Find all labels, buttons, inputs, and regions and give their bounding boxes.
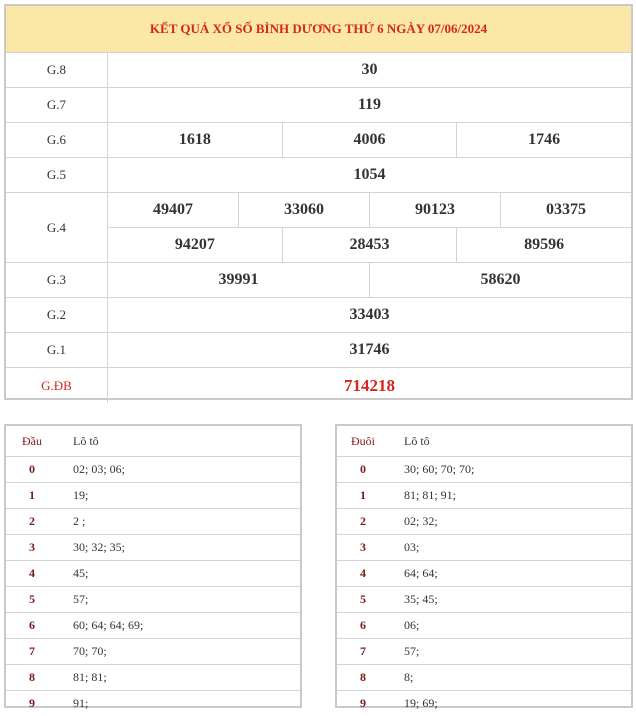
duoi-table bbox=[335, 424, 633, 708]
dau-digit: 3 bbox=[6, 535, 58, 561]
dau-row bbox=[6, 639, 300, 665]
dau-col1-header: Đầu bbox=[6, 426, 58, 457]
dau-numbers: 81; 81; bbox=[58, 665, 300, 691]
dau-row bbox=[6, 587, 300, 613]
dau-digit: 6 bbox=[6, 613, 58, 639]
duoi-numbers: 35; 45; bbox=[389, 587, 631, 613]
prize-row bbox=[6, 88, 631, 123]
prize-label: G.2 bbox=[6, 298, 108, 332]
dau-row bbox=[6, 613, 300, 639]
prize-label: G.4 bbox=[6, 193, 108, 262]
prize-number: 94207 bbox=[108, 228, 282, 262]
duoi-digit: 9 bbox=[337, 691, 389, 716]
prize-number: 39991 bbox=[108, 263, 369, 297]
prize-number: 33403 bbox=[108, 298, 631, 332]
dau-row bbox=[6, 691, 300, 716]
prize-row bbox=[6, 368, 631, 403]
duoi-row bbox=[337, 639, 631, 665]
prize-number-line bbox=[108, 298, 631, 332]
prize-number-line bbox=[108, 123, 631, 157]
results-title: KẾT QUẢ XỔ SỐ BÌNH DƯƠNG THỨ 6 NGÀY 07/06/2024 bbox=[6, 6, 631, 53]
duoi-row bbox=[337, 691, 631, 716]
prize-label: G.3 bbox=[6, 263, 108, 297]
duoi-digit: 1 bbox=[337, 483, 389, 509]
duoi-digit: 2 bbox=[337, 509, 389, 535]
prize-number-line bbox=[108, 227, 631, 262]
prize-number: 28453 bbox=[282, 228, 457, 262]
dau-digit: 9 bbox=[6, 691, 58, 716]
prize-numbers bbox=[108, 88, 631, 122]
dau-numbers: 2 ; bbox=[58, 509, 300, 535]
prize-row bbox=[6, 193, 631, 263]
dau-body bbox=[6, 457, 300, 716]
duoi-numbers: 03; bbox=[389, 535, 631, 561]
duoi-numbers: 02; 32; bbox=[389, 509, 631, 535]
prize-row bbox=[6, 298, 631, 333]
dau-row bbox=[6, 535, 300, 561]
prize-number-line bbox=[108, 53, 631, 87]
prize-number: 1746 bbox=[456, 123, 631, 157]
prize-number: 89596 bbox=[456, 228, 631, 262]
duoi-digit: 8 bbox=[337, 665, 389, 691]
prize-number-line bbox=[108, 368, 631, 403]
prize-number: 1618 bbox=[108, 123, 282, 157]
duoi-digit: 7 bbox=[337, 639, 389, 665]
prize-numbers bbox=[108, 263, 631, 297]
prize-number: 90123 bbox=[369, 193, 500, 227]
dau-digit: 4 bbox=[6, 561, 58, 587]
duoi-row bbox=[337, 483, 631, 509]
prize-label: G.8 bbox=[6, 53, 108, 87]
prize-number: 33060 bbox=[238, 193, 369, 227]
duoi-digit: 4 bbox=[337, 561, 389, 587]
prize-numbers bbox=[108, 333, 631, 367]
duoi-row bbox=[337, 561, 631, 587]
dau-digit: 1 bbox=[6, 483, 58, 509]
duoi-row bbox=[337, 535, 631, 561]
duoi-numbers: 30; 60; 70; 70; bbox=[389, 457, 631, 483]
dau-row bbox=[6, 457, 300, 483]
dau-row bbox=[6, 483, 300, 509]
duoi-digit: 3 bbox=[337, 535, 389, 561]
prize-label: G.ĐB bbox=[6, 368, 108, 403]
duoi-numbers: 64; 64; bbox=[389, 561, 631, 587]
dau-digit: 7 bbox=[6, 639, 58, 665]
prize-label: G.7 bbox=[6, 88, 108, 122]
prize-number: 4006 bbox=[282, 123, 457, 157]
prize-number-line bbox=[108, 333, 631, 367]
duoi-digit: 6 bbox=[337, 613, 389, 639]
results-table bbox=[4, 4, 633, 400]
prize-number-line bbox=[108, 158, 631, 192]
duoi-numbers: 81; 81; 91; bbox=[389, 483, 631, 509]
dau-numbers: 30; 32; 35; bbox=[58, 535, 300, 561]
prize-number: 30 bbox=[108, 53, 631, 87]
duoi-numbers: 06; bbox=[389, 613, 631, 639]
dau-digit: 5 bbox=[6, 587, 58, 613]
dau-digit: 0 bbox=[6, 457, 58, 483]
prize-row bbox=[6, 158, 631, 193]
duoi-digit: 0 bbox=[337, 457, 389, 483]
prize-numbers bbox=[108, 193, 631, 262]
prize-row bbox=[6, 123, 631, 158]
prize-row bbox=[6, 333, 631, 368]
prize-number-line bbox=[108, 88, 631, 122]
prize-numbers bbox=[108, 123, 631, 157]
prize-label: G.1 bbox=[6, 333, 108, 367]
prize-row bbox=[6, 53, 631, 88]
prize-number: 58620 bbox=[369, 263, 631, 297]
dau-numbers: 70; 70; bbox=[58, 639, 300, 665]
duoi-body bbox=[337, 457, 631, 716]
prize-number-line bbox=[108, 193, 631, 227]
duoi-row bbox=[337, 587, 631, 613]
prize-number-line bbox=[108, 263, 631, 297]
dau-row bbox=[6, 665, 300, 691]
prize-row bbox=[6, 263, 631, 298]
dau-numbers: 45; bbox=[58, 561, 300, 587]
duoi-col2-header: Lô tô bbox=[389, 426, 631, 457]
dau-numbers: 57; bbox=[58, 587, 300, 613]
dau-table bbox=[4, 424, 302, 708]
dau-col2-header: Lô tô bbox=[58, 426, 300, 457]
prize-numbers bbox=[108, 368, 631, 403]
duoi-numbers: 19; 69; bbox=[389, 691, 631, 716]
dau-digit: 2 bbox=[6, 509, 58, 535]
duoi-digit: 5 bbox=[337, 587, 389, 613]
dau-digit: 8 bbox=[6, 665, 58, 691]
special-prize-number: 714218 bbox=[108, 368, 631, 403]
prize-number: 1054 bbox=[108, 158, 631, 192]
prize-number: 03375 bbox=[500, 193, 631, 227]
duoi-row bbox=[337, 665, 631, 691]
duoi-row bbox=[337, 457, 631, 483]
prize-number: 119 bbox=[108, 88, 631, 122]
duoi-numbers: 57; bbox=[389, 639, 631, 665]
duoi-row bbox=[337, 613, 631, 639]
duoi-header-row bbox=[337, 426, 631, 457]
prize-numbers bbox=[108, 53, 631, 87]
prize-rows bbox=[6, 53, 631, 403]
dau-row bbox=[6, 509, 300, 535]
prize-number: 31746 bbox=[108, 333, 631, 367]
prize-label: G.5 bbox=[6, 158, 108, 192]
duoi-row bbox=[337, 509, 631, 535]
dau-numbers: 60; 64; 64; 69; bbox=[58, 613, 300, 639]
duoi-col1-header: Đuôi bbox=[337, 426, 389, 457]
prize-number: 49407 bbox=[108, 193, 238, 227]
dau-numbers: 91; bbox=[58, 691, 300, 716]
dau-header-row bbox=[6, 426, 300, 457]
dau-numbers: 19; bbox=[58, 483, 300, 509]
dau-numbers: 02; 03; 06; bbox=[58, 457, 300, 483]
duoi-numbers: 8; bbox=[389, 665, 631, 691]
prize-label: G.6 bbox=[6, 123, 108, 157]
dau-row bbox=[6, 561, 300, 587]
prize-numbers bbox=[108, 298, 631, 332]
prize-numbers bbox=[108, 158, 631, 192]
